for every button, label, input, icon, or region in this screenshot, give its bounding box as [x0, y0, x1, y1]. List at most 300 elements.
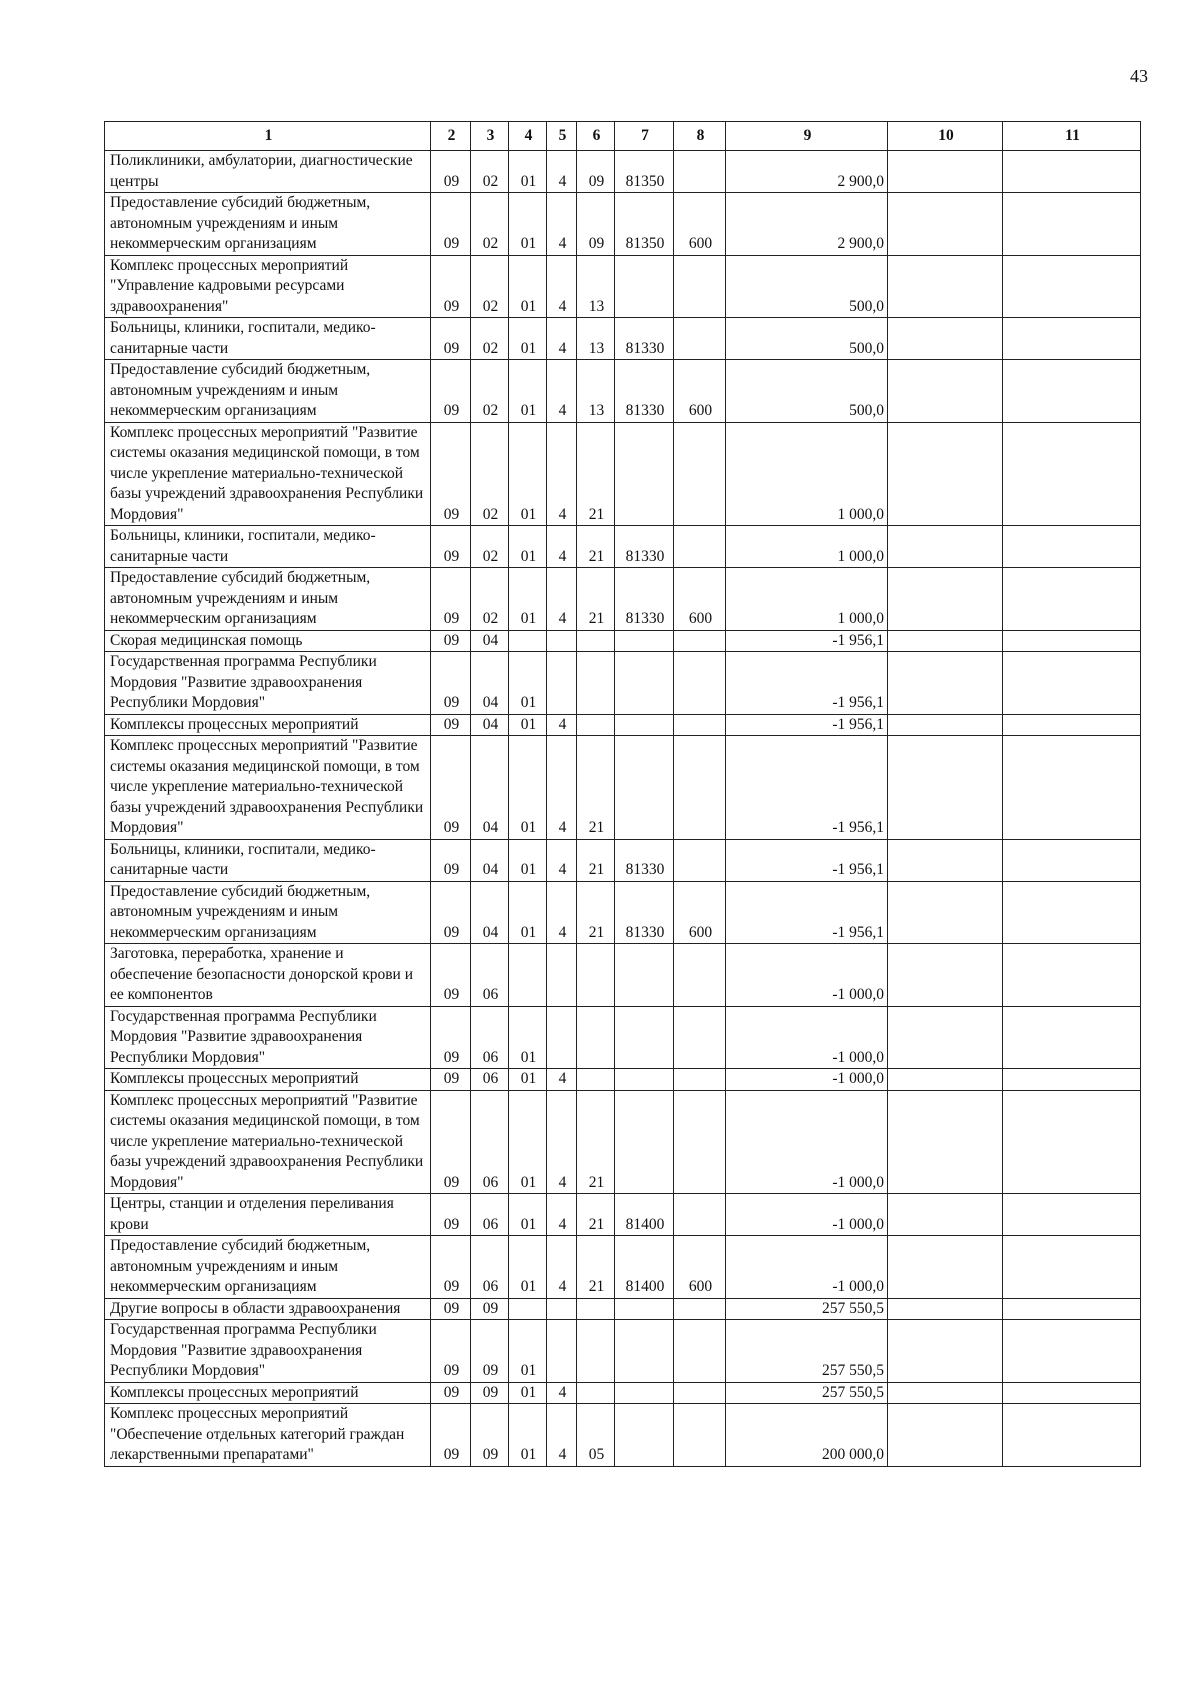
expense-type-cell: 600: [674, 1236, 726, 1299]
direction-code-cell: [615, 714, 674, 736]
column-11-cell: [1003, 714, 1141, 736]
column-10-cell: [888, 1069, 1003, 1091]
column-11-cell: [1003, 193, 1141, 256]
complex-code-cell: 13: [577, 255, 615, 318]
direction-code-cell: [615, 652, 674, 715]
amount-cell: -1 000,0: [726, 1236, 888, 1299]
complex-code-cell: 13: [577, 318, 615, 360]
chapter-code-cell: 09: [431, 1194, 471, 1236]
section-code-cell: 04: [471, 839, 509, 881]
section-code-cell: 04: [471, 714, 509, 736]
amount-cell: 1 000,0: [726, 526, 888, 568]
header-cell: 8: [674, 122, 726, 151]
row-name-cell: Государственная программа Республики Мордовия "Развитие здравоохранения Республики Мордовия": [105, 652, 431, 715]
row-name-cell: Предоставление субсидий бюджетным, автономным учреждениям и иным некоммерческим организациям: [105, 360, 431, 423]
amount-cell: -1 956,1: [726, 652, 888, 715]
column-10-cell: [888, 652, 1003, 715]
table-row: [105, 526, 1141, 568]
amount-cell: 500,0: [726, 255, 888, 318]
row-name-cell: Предоставление субсидий бюджетным, автономным учреждениям и иным некоммерческим организациям: [105, 1236, 431, 1299]
table-row: [105, 193, 1141, 256]
amount-cell: 500,0: [726, 360, 888, 423]
chapter-code-cell: 09: [431, 944, 471, 1007]
program-code-cell: 01: [509, 422, 547, 526]
row-name-cell: Центры, станции и отделения переливания крови: [105, 1194, 431, 1236]
complex-code-cell: 21: [577, 1236, 615, 1299]
chapter-code-cell: 09: [431, 1069, 471, 1091]
column-11-cell: [1003, 422, 1141, 526]
section-code-cell: 02: [471, 151, 509, 193]
header-cell: 11: [1003, 122, 1141, 151]
section-code-cell: 06: [471, 1236, 509, 1299]
program-code-cell: 01: [509, 736, 547, 840]
type-code-cell: 4: [547, 526, 577, 568]
column-10-cell: [888, 422, 1003, 526]
complex-code-cell: 13: [577, 360, 615, 423]
type-code-cell: 4: [547, 714, 577, 736]
chapter-code-cell: 09: [431, 1298, 471, 1320]
complex-code-cell: 21: [577, 422, 615, 526]
type-code-cell: 4: [547, 318, 577, 360]
chapter-code-cell: 09: [431, 318, 471, 360]
header-cell: 7: [615, 122, 674, 151]
column-10-cell: [888, 714, 1003, 736]
amount-cell: -1 000,0: [726, 1006, 888, 1069]
column-10-cell: [888, 1090, 1003, 1194]
table-row: [105, 630, 1141, 652]
direction-code-cell: 81330: [615, 526, 674, 568]
section-code-cell: 09: [471, 1320, 509, 1383]
amount-cell: -1 956,1: [726, 736, 888, 840]
column-11-cell: [1003, 1382, 1141, 1404]
expense-type-cell: [674, 736, 726, 840]
section-code-cell: 09: [471, 1404, 509, 1467]
column-11-cell: [1003, 736, 1141, 840]
section-code-cell: 02: [471, 568, 509, 631]
column-10-cell: [888, 318, 1003, 360]
program-code-cell: 01: [509, 1090, 547, 1194]
chapter-code-cell: 09: [431, 714, 471, 736]
amount-cell: -1 000,0: [726, 1090, 888, 1194]
chapter-code-cell: 09: [431, 630, 471, 652]
program-code-cell: 01: [509, 318, 547, 360]
table-row: [105, 1236, 1141, 1299]
program-code-cell: [509, 630, 547, 652]
complex-code-cell: [577, 652, 615, 715]
row-name-cell: Комплекс процессных мероприятий "Развитие системы оказания медицинской помощи, в том числе укрепление материально-технической базы учреждений здравоохранения Республики Мордовия": [105, 736, 431, 840]
chapter-code-cell: 09: [431, 193, 471, 256]
section-code-cell: 06: [471, 1194, 509, 1236]
chapter-code-cell: 09: [431, 736, 471, 840]
program-code-cell: 01: [509, 1069, 547, 1091]
direction-code-cell: [615, 1006, 674, 1069]
amount-cell: 2 900,0: [726, 193, 888, 256]
column-11-cell: [1003, 568, 1141, 631]
chapter-code-cell: 09: [431, 1236, 471, 1299]
amount-cell: -1 000,0: [726, 944, 888, 1007]
type-code-cell: 4: [547, 151, 577, 193]
type-code-cell: 4: [547, 839, 577, 881]
type-code-cell: 4: [547, 360, 577, 423]
amount-cell: 257 550,5: [726, 1320, 888, 1383]
program-code-cell: 01: [509, 714, 547, 736]
program-code-cell: 01: [509, 1320, 547, 1383]
table-row: [105, 1298, 1141, 1320]
row-name-cell: Предоставление субсидий бюджетным, автономным учреждениям и иным некоммерческим организациям: [105, 568, 431, 631]
column-11-cell: [1003, 1069, 1141, 1091]
table-row: [105, 1069, 1141, 1091]
expense-type-cell: [674, 422, 726, 526]
direction-code-cell: 81400: [615, 1194, 674, 1236]
table-row: [105, 1382, 1141, 1404]
direction-code-cell: [615, 1320, 674, 1383]
section-code-cell: 02: [471, 360, 509, 423]
table-row: [105, 839, 1141, 881]
expense-type-cell: [674, 1382, 726, 1404]
header-cell: 1: [105, 122, 431, 151]
table-row: [105, 151, 1141, 193]
chapter-code-cell: 09: [431, 1382, 471, 1404]
type-code-cell: 4: [547, 881, 577, 944]
complex-code-cell: 21: [577, 526, 615, 568]
table-row: [105, 1404, 1141, 1467]
direction-code-cell: 81330: [615, 839, 674, 881]
table-row: [105, 1194, 1141, 1236]
complex-code-cell: 21: [577, 1090, 615, 1194]
program-code-cell: [509, 944, 547, 1007]
amount-cell: -1 956,1: [726, 839, 888, 881]
direction-code-cell: [615, 1090, 674, 1194]
column-10-cell: [888, 526, 1003, 568]
header-cell: 6: [577, 122, 615, 151]
column-11-cell: [1003, 1006, 1141, 1069]
direction-code-cell: 81330: [615, 881, 674, 944]
amount-cell: 257 550,5: [726, 1298, 888, 1320]
expense-type-cell: [674, 1404, 726, 1467]
chapter-code-cell: 09: [431, 568, 471, 631]
program-code-cell: 01: [509, 568, 547, 631]
expense-type-cell: [674, 1006, 726, 1069]
type-code-cell: 4: [547, 568, 577, 631]
row-name-cell: Скорая медицинская помощь: [105, 630, 431, 652]
program-code-cell: 01: [509, 193, 547, 256]
program-code-cell: 01: [509, 1382, 547, 1404]
type-code-cell: 4: [547, 255, 577, 318]
chapter-code-cell: 09: [431, 1404, 471, 1467]
type-code-cell: 4: [547, 1069, 577, 1091]
complex-code-cell: [577, 944, 615, 1007]
complex-code-cell: [577, 1382, 615, 1404]
program-code-cell: 01: [509, 526, 547, 568]
expense-type-cell: 600: [674, 568, 726, 631]
direction-code-cell: [615, 630, 674, 652]
chapter-code-cell: 09: [431, 652, 471, 715]
row-name-cell: Предоставление субсидий бюджетным, автономным учреждениям и иным некоммерческим организациям: [105, 193, 431, 256]
header-cell: 5: [547, 122, 577, 151]
amount-cell: -1 000,0: [726, 1069, 888, 1091]
type-code-cell: [547, 1320, 577, 1383]
table-row: [105, 944, 1141, 1007]
type-code-cell: 4: [547, 1090, 577, 1194]
type-code-cell: 4: [547, 422, 577, 526]
row-name-cell: Больницы, клиники, госпитали, медико-санитарные части: [105, 318, 431, 360]
expense-type-cell: [674, 1298, 726, 1320]
page-number: 43: [1130, 66, 1148, 86]
table-row: [105, 1320, 1141, 1383]
program-code-cell: 01: [509, 652, 547, 715]
section-code-cell: 09: [471, 1298, 509, 1320]
table-row: [105, 360, 1141, 423]
complex-code-cell: [577, 714, 615, 736]
section-code-cell: 04: [471, 652, 509, 715]
section-code-cell: 04: [471, 630, 509, 652]
column-11-cell: [1003, 255, 1141, 318]
section-code-cell: 04: [471, 881, 509, 944]
complex-code-cell: [577, 1298, 615, 1320]
row-name-cell: Заготовка, переработка, хранение и обеспечение безопасности донорской крови и ее компонентов: [105, 944, 431, 1007]
table-row: [105, 255, 1141, 318]
header-cell: 4: [509, 122, 547, 151]
chapter-code-cell: 09: [431, 255, 471, 318]
section-code-cell: 06: [471, 1090, 509, 1194]
row-name-cell: Комплекс процессных мероприятий "Развитие системы оказания медицинской помощи, в том числе укрепление материально-технической базы учреждений здравоохранения Республики Мордовия": [105, 422, 431, 526]
table-row: [105, 881, 1141, 944]
complex-code-cell: 05: [577, 1404, 615, 1467]
direction-code-cell: [615, 736, 674, 840]
expense-type-cell: [674, 526, 726, 568]
type-code-cell: 4: [547, 1382, 577, 1404]
type-code-cell: [547, 1298, 577, 1320]
direction-code-cell: [615, 1382, 674, 1404]
column-11-cell: [1003, 1194, 1141, 1236]
column-10-cell: [888, 193, 1003, 256]
direction-code-cell: [615, 1404, 674, 1467]
direction-code-cell: 81330: [615, 318, 674, 360]
section-code-cell: 02: [471, 193, 509, 256]
chapter-code-cell: 09: [431, 881, 471, 944]
program-code-cell: 01: [509, 360, 547, 423]
chapter-code-cell: 09: [431, 1006, 471, 1069]
header-row: [105, 122, 1141, 151]
row-name-cell: Комплекс процессных мероприятий "Управление кадровыми ресурсами здравоохранения": [105, 255, 431, 318]
type-code-cell: 4: [547, 1194, 577, 1236]
column-11-cell: [1003, 1298, 1141, 1320]
amount-cell: -1 956,1: [726, 881, 888, 944]
table-row: [105, 714, 1141, 736]
column-11-cell: [1003, 881, 1141, 944]
expense-type-cell: 600: [674, 881, 726, 944]
program-code-cell: 01: [509, 1236, 547, 1299]
program-code-cell: 01: [509, 839, 547, 881]
program-code-cell: 01: [509, 255, 547, 318]
table-row: [105, 1006, 1141, 1069]
row-name-cell: Комплекс процессных мероприятий "Обеспечение отдельных категорий граждан лекарственными препаратами": [105, 1404, 431, 1467]
section-code-cell: 02: [471, 318, 509, 360]
amount-cell: -1 000,0: [726, 1194, 888, 1236]
direction-code-cell: [615, 422, 674, 526]
direction-code-cell: 81330: [615, 360, 674, 423]
column-11-cell: [1003, 839, 1141, 881]
column-10-cell: [888, 360, 1003, 423]
direction-code-cell: 81400: [615, 1236, 674, 1299]
column-11-cell: [1003, 151, 1141, 193]
column-10-cell: [888, 839, 1003, 881]
column-10-cell: [888, 630, 1003, 652]
expense-type-cell: [674, 839, 726, 881]
amount-cell: -1 956,1: [726, 714, 888, 736]
expense-type-cell: [674, 318, 726, 360]
column-10-cell: [888, 151, 1003, 193]
program-code-cell: 01: [509, 1194, 547, 1236]
row-name-cell: Государственная программа Республики Мордовия "Развитие здравоохранения Республики Мордовия": [105, 1006, 431, 1069]
expense-type-cell: [674, 652, 726, 715]
row-name-cell: Другие вопросы в области здравоохранения: [105, 1298, 431, 1320]
complex-code-cell: 21: [577, 736, 615, 840]
column-10-cell: [888, 255, 1003, 318]
row-name-cell: Государственная программа Республики Мордовия "Развитие здравоохранения Республики Мордовия": [105, 1320, 431, 1383]
complex-code-cell: [577, 630, 615, 652]
direction-code-cell: [615, 255, 674, 318]
type-code-cell: 4: [547, 193, 577, 256]
column-10-cell: [888, 1382, 1003, 1404]
type-code-cell: 4: [547, 1404, 577, 1467]
column-11-cell: [1003, 526, 1141, 568]
section-code-cell: 04: [471, 736, 509, 840]
chapter-code-cell: 09: [431, 422, 471, 526]
chapter-code-cell: 09: [431, 526, 471, 568]
type-code-cell: [547, 652, 577, 715]
expense-type-cell: [674, 255, 726, 318]
column-11-cell: [1003, 1090, 1141, 1194]
program-code-cell: 01: [509, 1404, 547, 1467]
budget-table: [104, 121, 1141, 1467]
complex-code-cell: 09: [577, 151, 615, 193]
header-cell: 9: [726, 122, 888, 151]
column-11-cell: [1003, 944, 1141, 1007]
type-code-cell: [547, 1006, 577, 1069]
type-code-cell: [547, 630, 577, 652]
column-10-cell: [888, 944, 1003, 1007]
amount-cell: 200 000,0: [726, 1404, 888, 1467]
complex-code-cell: 21: [577, 881, 615, 944]
row-name-cell: Больницы, клиники, госпитали, медико-санитарные части: [105, 839, 431, 881]
row-name-cell: Комплексы процессных мероприятий: [105, 1382, 431, 1404]
complex-code-cell: [577, 1320, 615, 1383]
expense-type-cell: [674, 1069, 726, 1091]
expense-type-cell: 600: [674, 360, 726, 423]
type-code-cell: [547, 944, 577, 1007]
amount-cell: 1 000,0: [726, 422, 888, 526]
section-code-cell: 02: [471, 255, 509, 318]
table-row: [105, 652, 1141, 715]
section-code-cell: 06: [471, 944, 509, 1007]
column-10-cell: [888, 1236, 1003, 1299]
program-code-cell: 01: [509, 1006, 547, 1069]
row-name-cell: Больницы, клиники, госпитали, медико-санитарные части: [105, 526, 431, 568]
row-name-cell: Предоставление субсидий бюджетным, автономным учреждениям и иным некоммерческим организациям: [105, 881, 431, 944]
row-name-cell: Поликлиники, амбулатории, диагностические центры: [105, 151, 431, 193]
direction-code-cell: [615, 944, 674, 1007]
column-10-cell: [888, 881, 1003, 944]
amount-cell: 1 000,0: [726, 568, 888, 631]
header-cell: 3: [471, 122, 509, 151]
chapter-code-cell: 09: [431, 151, 471, 193]
program-code-cell: 01: [509, 151, 547, 193]
chapter-code-cell: 09: [431, 360, 471, 423]
expense-type-cell: [674, 151, 726, 193]
column-11-cell: [1003, 1320, 1141, 1383]
header-cell: 2: [431, 122, 471, 151]
header-cell: 10: [888, 122, 1003, 151]
column-10-cell: [888, 1194, 1003, 1236]
column-11-cell: [1003, 318, 1141, 360]
column-11-cell: [1003, 1404, 1141, 1467]
section-code-cell: 06: [471, 1069, 509, 1091]
column-10-cell: [888, 568, 1003, 631]
program-code-cell: 01: [509, 881, 547, 944]
chapter-code-cell: 09: [431, 1090, 471, 1194]
complex-code-cell: 21: [577, 839, 615, 881]
complex-code-cell: 09: [577, 193, 615, 256]
table-row: [105, 568, 1141, 631]
complex-code-cell: [577, 1069, 615, 1091]
type-code-cell: 4: [547, 1236, 577, 1299]
table-row: [105, 422, 1141, 526]
direction-code-cell: [615, 1069, 674, 1091]
expense-type-cell: [674, 1194, 726, 1236]
chapter-code-cell: 09: [431, 839, 471, 881]
program-code-cell: [509, 1298, 547, 1320]
amount-cell: 500,0: [726, 318, 888, 360]
direction-code-cell: 81350: [615, 151, 674, 193]
column-10-cell: [888, 1298, 1003, 1320]
expense-type-cell: 600: [674, 193, 726, 256]
expense-type-cell: [674, 944, 726, 1007]
expense-type-cell: [674, 630, 726, 652]
amount-cell: -1 956,1: [726, 630, 888, 652]
amount-cell: 2 900,0: [726, 151, 888, 193]
complex-code-cell: [577, 1006, 615, 1069]
expense-type-cell: [674, 714, 726, 736]
chapter-code-cell: 09: [431, 1320, 471, 1383]
expense-type-cell: [674, 1090, 726, 1194]
type-code-cell: 4: [547, 736, 577, 840]
table-row: [105, 318, 1141, 360]
amount-cell: 257 550,5: [726, 1382, 888, 1404]
column-10-cell: [888, 736, 1003, 840]
direction-code-cell: 81330: [615, 568, 674, 631]
complex-code-cell: 21: [577, 1194, 615, 1236]
table-row: [105, 1090, 1141, 1194]
column-11-cell: [1003, 360, 1141, 423]
direction-code-cell: 81350: [615, 193, 674, 256]
row-name-cell: Комплекс процессных мероприятий "Развитие системы оказания медицинской помощи, в том числе укрепление материально-технической базы учреждений здравоохранения Республики Мордовия": [105, 1090, 431, 1194]
column-10-cell: [888, 1006, 1003, 1069]
column-11-cell: [1003, 630, 1141, 652]
column-10-cell: [888, 1404, 1003, 1467]
column-10-cell: [888, 1320, 1003, 1383]
section-code-cell: 02: [471, 422, 509, 526]
section-code-cell: 02: [471, 526, 509, 568]
column-11-cell: [1003, 1236, 1141, 1299]
column-11-cell: [1003, 652, 1141, 715]
section-code-cell: 06: [471, 1006, 509, 1069]
table-row: [105, 736, 1141, 840]
complex-code-cell: 21: [577, 568, 615, 631]
direction-code-cell: [615, 1298, 674, 1320]
row-name-cell: Комплексы процессных мероприятий: [105, 714, 431, 736]
section-code-cell: 09: [471, 1382, 509, 1404]
